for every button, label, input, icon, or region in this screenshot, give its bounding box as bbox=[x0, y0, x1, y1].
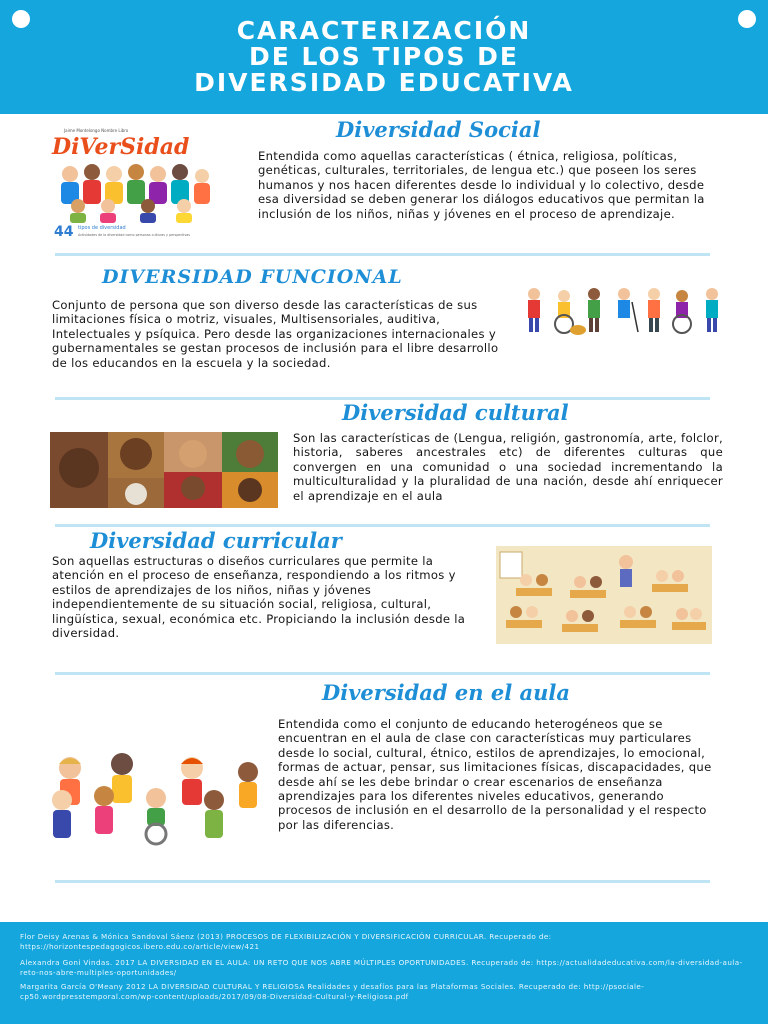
heading-diversidad-cultural: Diversidad cultural bbox=[342, 400, 569, 425]
text-diversidad-aula: Entendida como el conjunto de educando heterogéneos que se encuentran en el aula de clase con características muy particulares desde lo social, cultural, étnico, estilos de aprendizajes, lo emocional, formas de actuar, pensar, sus limitaciones físicas, discapacidades, que desde ahí se les debe brindar o crear escenarios de enseñanza aprendizajes para los diferentes niveles educativos, generando procesos de inclusión en el desarrollo de la personalidad y el respecto por las diferencias. bbox=[278, 717, 712, 832]
classroom-illustration bbox=[496, 546, 712, 644]
references-footer bbox=[0, 922, 768, 1024]
heading-diversidad-curricular: Diversidad curricular bbox=[90, 528, 342, 553]
functional-diversity-image bbox=[520, 282, 736, 336]
header-banner bbox=[0, 0, 768, 114]
reference-2: Alexandra Goni Vindas. 2017 LA DIVERSIDAD EN EL AULA: UN RETO QUE NOS ABRE MÚLTIPLES OPORTUNIDADES. Recuperado de: https://actualidadeducativa.com/la-diversidad-aula-reto-nos-abre-multiples-oportunidades/ bbox=[20, 958, 743, 977]
reference-3: Margarita García O'Meany 2012 LA DIVERSIDAD CULTURAL Y RELIGIOSA Realidades y desafíos para las Plataformas Sociales. Recuperado de: http://psociale-cp50.wordpresstemporal.com/wp-content/uploads/2017/09/08-Diversidad-Cultural-y-Religiosa.pdf bbox=[20, 982, 645, 1001]
separator-4 bbox=[55, 672, 710, 675]
text-diversidad-funcional: Conjunto de persona que son diverso desde las características de sus limitaciones física o motriz, visuales, Multisensoriales, auditiva, Intelectuales y psíquica. Pero desde las organizaciones internacionales y gubernamentales se gestan procesos de inclusión para el libre desarrollo de los educandos en la escuela y la sociedad. bbox=[52, 298, 499, 370]
reference-1: Flor Deisy Arenas & Mónica Sandoval Sáenz (2013) PROCESOS DE FLEXIBILIZACIÓN Y DIVERSIFICACIÓN CURRICULAR. Recuperado de: https://horizontespedagogicos.ibero.edu.co/article/view/421 bbox=[20, 932, 552, 951]
heading-diversidad-social: Diversidad Social bbox=[336, 117, 541, 142]
title-line-3: DIVERSIDAD EDUCATIVA bbox=[194, 68, 574, 97]
separator-5 bbox=[55, 880, 710, 883]
separator-3 bbox=[55, 524, 710, 527]
text-diversidad-cultural: Son las características de (Lengua, religión, gastronomía, arte, folclor, historia, saberes ancestrales etc) de diferentes culturas que convergen en una comunidad o una sociedad incrementando la multiculturalidad y la pluralidad de una nación, desde ahí enriquecer el aprendizaje en el aula bbox=[293, 431, 723, 503]
heading-diversidad-funcional: DIVERSIDAD FUNCIONAL bbox=[102, 266, 403, 288]
title-line-1: CARACTERIZACIÓN bbox=[236, 16, 532, 45]
book-number: 44 bbox=[54, 224, 74, 240]
title-line-2: DE LOS TIPOS DE bbox=[248, 42, 519, 71]
book-subtitle: tipos de diversidad bbox=[78, 225, 126, 231]
heading-diversidad-aula: Diversidad en el aula bbox=[322, 680, 570, 705]
separator-1 bbox=[55, 253, 710, 256]
cultural-diversity-photo bbox=[50, 432, 278, 508]
students-group-illustration bbox=[44, 750, 270, 846]
book-cover-image bbox=[48, 122, 216, 242]
book-children-illustration bbox=[61, 164, 210, 223]
book-top-text: Jaime Montelongo Nombre Libro bbox=[64, 128, 129, 133]
text-diversidad-curricular: Son aquellas estructuras o diseños curriculares que permite la atención en el proceso de enseñanza, respondiendo a los ritmos y estilos de aprendizajes de los niños, niñas y jóvenes independientemente de su situación social, religiosa, cultural, lingüística, sexual, económica etc. Propiciando la inclusión desde la diversidad. bbox=[52, 554, 466, 641]
page-title bbox=[0, 18, 768, 96]
book-caption: Actividades de la diversidad como personas culturas y perspectivas bbox=[78, 233, 191, 237]
book-title: DiVerSidad bbox=[52, 134, 190, 160]
text-diversidad-social: Entendida como aquellas características ( étnica, religiosa, políticas, genéticas, culturales, territoriales, de lengua etc.) que poseen los seres humanos y nos hacen diferentes desde lo individual y lo colectivo, desde esa diversidad se deben generar los diálogos educativos que permitan la inclusión de los niños, niñas y jóvenes en el proceso de aprendizaje. bbox=[258, 149, 705, 221]
